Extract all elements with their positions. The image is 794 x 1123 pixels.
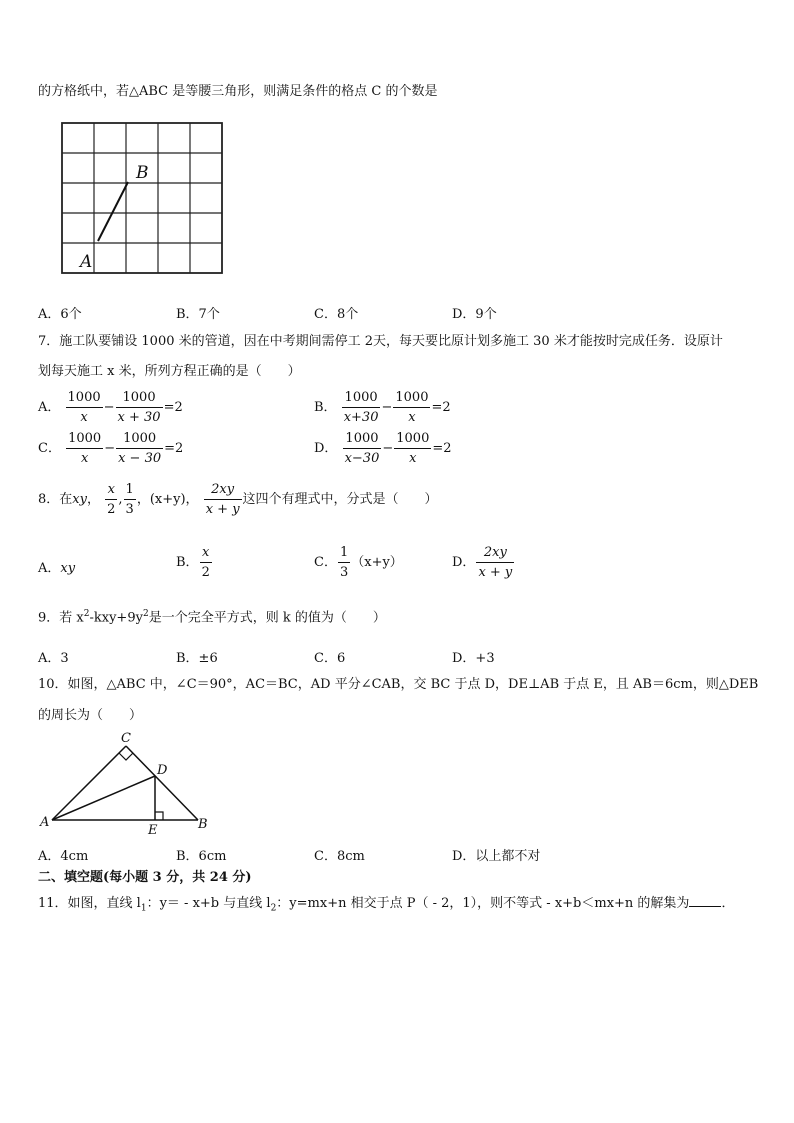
label-point-b: B bbox=[136, 163, 149, 183]
fraction: $\frac{1}{3}$ bbox=[125, 482, 134, 517]
fraction: $\frac{1000}{x-30}$ bbox=[344, 431, 380, 466]
fraction: $\frac{2xy}{x + y}$ bbox=[205, 482, 240, 517]
fraction: $\frac{1000}{x+30}$ bbox=[343, 390, 379, 425]
q8-option-b[interactable]: B． $\frac{x}{2}$ bbox=[176, 545, 210, 580]
q8-option-a[interactable]: A．xy bbox=[38, 561, 76, 576]
label-point-a: A bbox=[80, 252, 93, 272]
right-angle-e bbox=[155, 812, 163, 820]
q9-option-b[interactable]: B．±6 bbox=[176, 651, 218, 666]
q6-option-b[interactable]: B．7个 bbox=[176, 307, 220, 322]
q6-option-c[interactable]: C．8个 bbox=[314, 307, 359, 322]
q11-stem: 11．如图，直线 $l_1$：y＝ - x+b 与直线 $l_2$：y=mx+n 相交于点 P（ - 2，1），则不等式 - x+b＜mx+n 的解集为 ． bbox=[38, 896, 735, 914]
fraction: $\frac{x}{2}$ bbox=[201, 545, 210, 580]
q9-option-c[interactable]: C．6 bbox=[314, 651, 346, 666]
fraction: $\frac{1000}{x}$ bbox=[68, 431, 102, 466]
q10-option-d[interactable]: D．以上都不对 bbox=[452, 849, 541, 864]
q6-stem: 的方格纸中，若△ABC 是等腰三角形，则满足条件的格点 C 的个数是 bbox=[38, 84, 438, 99]
q10-option-a[interactable]: A．4cm bbox=[38, 849, 89, 864]
q8-option-d[interactable]: D． $\frac{2xy}{x + y}$ bbox=[452, 545, 513, 580]
q9-option-a[interactable]: A．3 bbox=[38, 651, 69, 666]
label-a: A bbox=[40, 815, 50, 830]
fraction: $\frac{1000}{x}$ bbox=[67, 390, 101, 425]
q10-option-b[interactable]: B．6cm bbox=[176, 849, 227, 864]
triangle-figure bbox=[38, 728, 218, 838]
q10-stem-line2: 的周长为（ ） bbox=[38, 708, 143, 723]
q6-option-d[interactable]: D．9个 bbox=[452, 307, 497, 322]
side-ac bbox=[52, 746, 126, 820]
segment-ad bbox=[52, 776, 155, 820]
fraction: $\frac{2xy}{x + y}$ bbox=[478, 545, 513, 580]
q8-option-c[interactable]: C． $\frac{1}{3}$ （x+y） bbox=[314, 545, 403, 580]
answer-blank[interactable] bbox=[689, 906, 721, 907]
section-2-title: 二、填空题(每小题 3 分，共 24 分) bbox=[38, 870, 252, 885]
q6-option-a[interactable]: A．6个 bbox=[38, 307, 82, 322]
q9-option-d[interactable]: D．+3 bbox=[452, 651, 495, 666]
segment-ab bbox=[98, 182, 128, 241]
label-c: C bbox=[121, 731, 131, 746]
q7-option-b[interactable]: B． $\frac{1000}{x+30}$ − $\frac{1000}{x}$ =2 bbox=[314, 390, 451, 425]
fraction: $\frac{x}{2}$ bbox=[107, 482, 116, 517]
q7-option-a[interactable]: A． $\frac{1000}{x}$ − $\frac{1000}{x + 30}$ =2 bbox=[38, 390, 183, 425]
q7-option-d[interactable]: D． $\frac{1000}{x-30}$ − $\frac{1000}{x}$ =2 bbox=[314, 431, 452, 466]
q7-stem-line1: 7．施工队要铺设 1000 米的管道，因在中考期间需停工 2天，每天要比原计划多施工 30 米才能按时完成任务．设原计 bbox=[38, 334, 723, 349]
grid-border bbox=[62, 123, 222, 273]
label-e: E bbox=[148, 823, 158, 838]
q9-stem: 9．若 $x^2-kxy+9y^2$是一个完全平方式，则 k 的值为（ ） bbox=[38, 609, 386, 626]
q7-option-c[interactable]: C． $\frac{1000}{x}$ − $\frac{1000}{x - 30}$ =2 bbox=[38, 431, 184, 466]
q7-stem-line2: 划每天施工 x 米，所列方程正确的是（ ） bbox=[38, 364, 301, 379]
fraction: $\frac{1000}{x}$ bbox=[396, 431, 430, 466]
fraction: $\frac{1000}{x + 30}$ bbox=[117, 390, 161, 425]
fraction: $\frac{1000}{x}$ bbox=[395, 390, 429, 425]
q10-option-c[interactable]: C．8cm bbox=[314, 849, 365, 864]
q8-stem: 8．在xy， $\frac{x}{2}$ , $\frac{1}{3}$ ，(x+y)， $\frac{2xy}{x + y}$ 这四个有理式中，分式是（ ） bbox=[38, 482, 438, 517]
right-angle-c bbox=[119, 753, 133, 760]
label-d: D bbox=[157, 763, 168, 778]
fraction: $\frac{1000}{x - 30}$ bbox=[118, 431, 162, 466]
grid-figure bbox=[58, 118, 228, 278]
label-b: B bbox=[198, 817, 208, 832]
q10-stem-line1: 10．如图，△ABC 中，∠C＝90°，AC＝BC，AD 平分∠CAB，交 BC 于点 D，DE⊥AB 于点 E，且 AB＝6cm，则△DEB bbox=[38, 677, 759, 692]
fraction: $\frac{1}{3}$ bbox=[339, 545, 349, 580]
